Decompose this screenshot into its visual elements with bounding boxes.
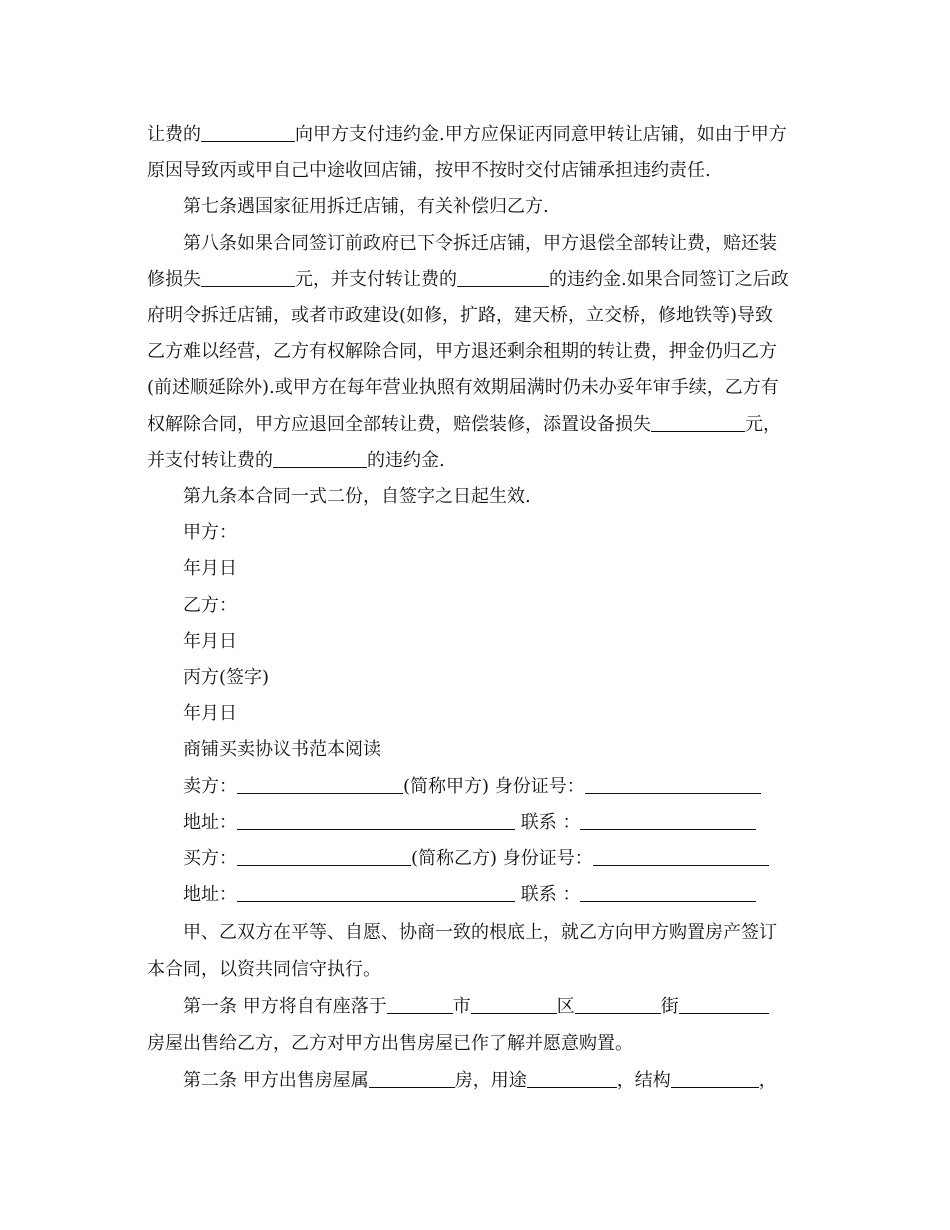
- text-segment: 的违约金.: [367, 450, 445, 471]
- text-line: [0, 921, 950, 945]
- text-segment: 本合同，以资共同信守执行。: [147, 959, 381, 980]
- text-segment: 买方：: [183, 848, 237, 869]
- text-segment: 房屋出售给乙方，乙方对甲方出售房屋已作了解并愿意购置。: [147, 1033, 633, 1054]
- text-segment: 年月日: [183, 558, 237, 579]
- text-segment: ，结构: [616, 1070, 671, 1091]
- text-segment: 元，: [745, 414, 781, 435]
- text-line: [0, 340, 950, 364]
- text-segment: (简称乙方) 身份证号：: [411, 848, 593, 869]
- text-segment: 市: [452, 996, 471, 1017]
- text-segment: 的违约金.如果合同签订之后政: [549, 269, 789, 290]
- blank-underline: [651, 413, 745, 432]
- text-line: [0, 485, 950, 509]
- text-segment: 年月日: [183, 631, 237, 652]
- text-line: [0, 376, 950, 400]
- text-segment: 让费的: [147, 124, 201, 145]
- text-segment: 第八条如果合同签订前政府已下令拆迁店铺，甲方退偿全部转让费，赔还装: [183, 233, 777, 254]
- text-segment: 丙方(签字): [183, 667, 270, 688]
- text-line: [0, 630, 950, 654]
- text-segment: 并支付转让费的: [147, 450, 273, 471]
- blank-underline: [369, 1069, 455, 1088]
- text-line: [0, 195, 950, 219]
- text-segment: 甲方：: [183, 522, 237, 543]
- blank-underline: [575, 995, 661, 1014]
- text-segment: 元，并支付转让费的: [295, 269, 457, 290]
- text-line: [0, 958, 950, 982]
- blank-underline: [671, 1069, 759, 1088]
- blank-underline: [471, 995, 557, 1014]
- text-segment: 第一条 甲方将自有座落于: [183, 996, 387, 1017]
- text-segment: 地址：: [183, 884, 237, 905]
- blank-underline: [580, 883, 756, 902]
- text-segment: (前述顺延除外).或甲方在每年营业执照有效期届满时仍未办妥年审手续，乙方有: [147, 377, 779, 398]
- text-segment: 原因导致丙或甲自己中途收回店铺，按甲不按时交付店铺承担违约责任.: [147, 160, 711, 181]
- text-segment: 商铺买卖协议书范本阅读: [183, 739, 381, 760]
- text-segment: 卖方：: [183, 776, 237, 797]
- text-segment: 第七条遇国家征用拆迁店铺，有关补偿归乙方.: [183, 196, 549, 217]
- text-line: [0, 232, 950, 256]
- text-segment: 乙方：: [183, 595, 237, 616]
- text-segment: 修损失: [147, 269, 201, 290]
- text-line: [0, 738, 950, 762]
- form-row-address: [0, 883, 950, 907]
- text-segment: 向甲方支付违约金.甲方应保证丙同意甲转让店铺，如由于甲方: [295, 124, 787, 145]
- blank-underline: [457, 268, 549, 287]
- blank-underline: [201, 123, 295, 142]
- text-line: [0, 1032, 950, 1056]
- blank-underline: [527, 1069, 617, 1088]
- text-segment: 联系 ：: [515, 812, 581, 833]
- form-row-seller: [0, 775, 950, 799]
- text-line: [0, 521, 950, 545]
- blank-underline: [237, 883, 515, 902]
- blank-underline: [580, 811, 756, 830]
- form-row-buyer: [0, 847, 950, 871]
- text-segment: 年月日: [183, 703, 237, 724]
- text-segment: 甲、乙双方在平等、自愿、协商一致的根底上，就乙方向甲方购置房产签订: [183, 922, 777, 943]
- text-segment: 府明令拆迁店铺，或者市政建设(如修，扩路，建天桥，立交桥，修地铁等)导致: [147, 305, 774, 326]
- text-line: [0, 1069, 950, 1093]
- text-line: [0, 123, 950, 147]
- text-segment: 权解除合同，甲方应退回全部转让费，赔偿装修，添置设备损失: [147, 414, 651, 435]
- text-segment: 第九条本合同一式二份，自签字之日起生效.: [183, 486, 531, 507]
- text-line: [0, 268, 950, 292]
- blank-underline: [679, 995, 769, 1014]
- blank-underline: [387, 995, 453, 1014]
- text-segment: 乙方难以经营，乙方有权解除合同，甲方退还剩余租期的转让费，押金仍归乙方: [147, 341, 777, 362]
- text-segment: 联系 ：: [515, 884, 581, 905]
- blank-underline: [593, 847, 769, 866]
- text-line: [0, 702, 950, 726]
- blank-underline: [273, 449, 367, 468]
- text-line: [0, 304, 950, 328]
- text-line: [0, 995, 950, 1019]
- blank-underline: [585, 775, 761, 794]
- text-segment: 房，用途: [454, 1070, 527, 1091]
- text-line: [0, 666, 950, 690]
- text-segment: ，: [758, 1070, 777, 1091]
- text-segment: 地址：: [183, 812, 237, 833]
- text-line: [0, 159, 950, 183]
- text-segment: (简称甲方) 身份证号：: [403, 776, 585, 797]
- blank-underline: [201, 268, 295, 287]
- text-segment: 第二条 甲方出售房屋属: [183, 1070, 369, 1091]
- text-segment: 街: [660, 996, 679, 1017]
- text-line: [0, 557, 950, 581]
- text-line: [0, 449, 950, 473]
- text-line: [0, 413, 950, 437]
- blank-underline: [237, 775, 403, 794]
- blank-underline: [237, 847, 411, 866]
- blank-underline: [237, 811, 515, 830]
- text-line: [0, 594, 950, 618]
- form-row-address: [0, 811, 950, 835]
- text-segment: 区: [556, 996, 575, 1017]
